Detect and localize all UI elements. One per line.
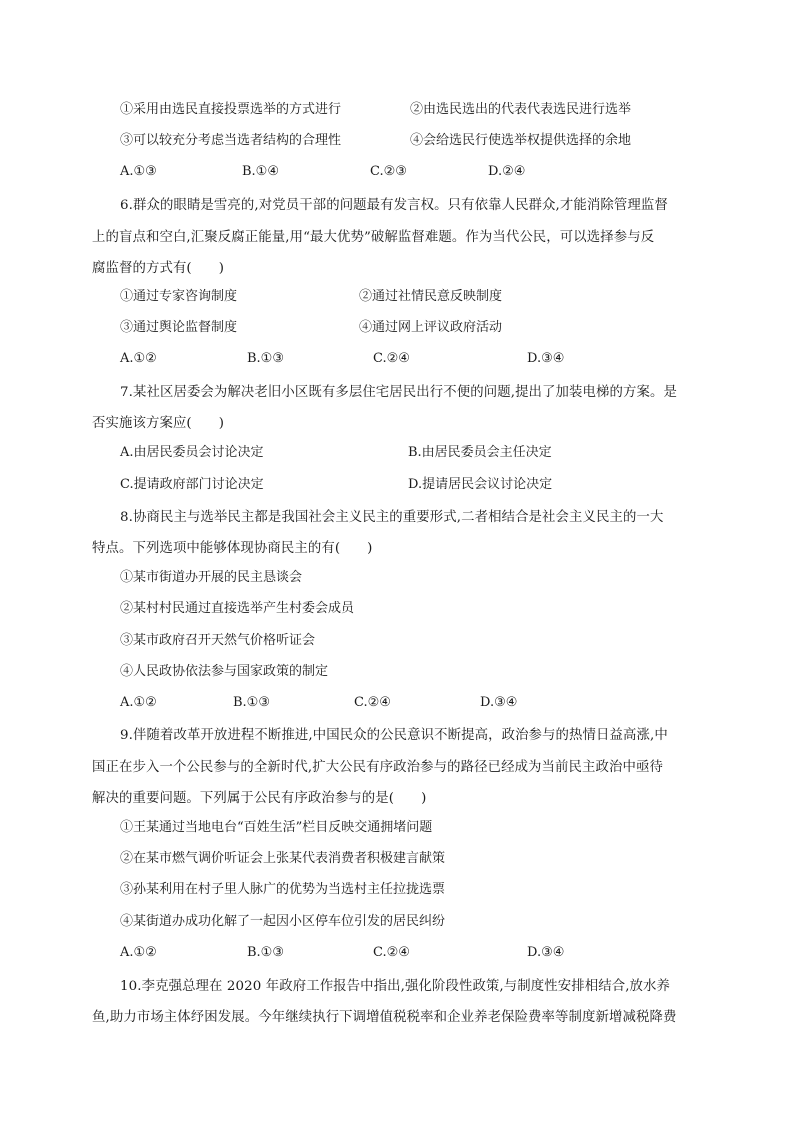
q9-choice-b: B.①③	[247, 945, 284, 960]
q8-option-1: ①某市街道办开展的民主恳谈会	[120, 570, 303, 585]
q9-choice-d: D.③④	[527, 945, 565, 960]
q7-stem-line-1: 7.某社区居委会为解决老旧小区既有多层住宅居民出行不便的问题,提出了加装电梯的方案。是	[120, 385, 677, 400]
q6-choice-b: B.①③	[247, 351, 284, 366]
q9-option-3: ③孙某利用在村子里人脉广的优势为当选村主任拉拢选票	[120, 882, 446, 897]
q6-stem-line-2: 上的盲点和空白,汇聚反腐正能量,用“最大优势”破解监督难题。作为当代公民，可以选择参与反	[92, 230, 655, 245]
q6-option-1: ①通过专家咨询制度	[120, 289, 238, 304]
q8-option-2: ②某村村民通过直接选举产生村委会成员	[120, 601, 355, 616]
q8-stem-line-2: 特点。下列选项中能够体现协商民主的有( )	[92, 541, 373, 556]
q8-choice-a: A.①②	[120, 695, 157, 710]
q5-choice-a: A.①③	[120, 164, 157, 179]
q10-stem-line-2: 鱼,助力市场主体纾困发展。今年继续执行下调增值税税率和企业养老保险费率等制度新增减税降费	[92, 1010, 677, 1025]
q6-option-4: ④通过网上评议政府活动	[359, 320, 503, 335]
q6-stem-line-1: 6.群众的眼睛是雪亮的,对党员干部的问题最有发言权。只有依靠人民群众,才能消除管理监督	[120, 198, 668, 213]
q5-choice-d: D.②④	[488, 164, 526, 179]
q6-choice-d: D.③④	[527, 351, 565, 366]
q9-choice-a: A.①②	[120, 945, 157, 960]
q9-option-4: ④某街道办成功化解了一起因小区停车位引发的居民纠纷	[120, 914, 446, 929]
q7-choice-d: D.提请居民会议讨论决定	[408, 477, 553, 492]
q6-stem-line-3: 腐监督的方式有( )	[92, 261, 225, 276]
q9-option-1: ①王某通过当地电台“百姓生活”栏目反映交通拥堵问题	[120, 820, 433, 835]
q6-choice-c: C.②④	[373, 351, 410, 366]
q6-option-2: ②通过社情民意反映制度	[359, 289, 503, 304]
q8-choice-d: D.③④	[480, 695, 518, 710]
q8-choice-c: C.②④	[354, 695, 391, 710]
q5-option-2: ②由选民选出的代表代表选民进行选举	[410, 102, 632, 117]
q8-stem-line-1: 8.协商民主与选举民主都是我国社会主义民主的重要形式,二者相结合是社会主义民主的一大	[120, 510, 664, 525]
q9-stem-line-3: 解决的重要问题。下列属于公民有序政治参与的是( )	[92, 791, 427, 806]
q6-choice-a: A.①②	[120, 351, 157, 366]
q8-option-4: ④人民政协依法参与国家政策的制定	[120, 664, 329, 679]
q9-stem-line-1: 9.伴随着改革开放进程不断推进,中国民众的公民意识不断提高，政治参与的热情日益高涨,中	[120, 728, 668, 743]
q7-choice-c: C.提请政府部门讨论决定	[120, 477, 264, 492]
q10-stem-line-1: 10.李克强总理在 2020 年政府工作报告中指出,强化阶段性政策,与制度性安排相结合,放水养	[120, 979, 671, 994]
q7-choice-b: B.由居民委员会主任决定	[408, 445, 552, 460]
q9-stem-line-2: 国正在步入一个公民参与的全新时代,扩大公民有序政治参与的路径已经成为当前民主政治中亟待	[92, 760, 663, 775]
q9-option-2: ②在某市燃气调价听证会上张某代表消费者积极建言献策	[120, 851, 446, 866]
q5-option-1: ①采用由选民直接投票选举的方式进行	[120, 102, 342, 117]
q6-option-3: ③通过舆论监督制度	[120, 320, 238, 335]
q9-choice-c: C.②④	[373, 945, 410, 960]
q5-option-3: ③可以较充分考虑当选者结构的合理性	[120, 133, 342, 148]
q7-choice-a: A.由居民委员会讨论决定	[120, 445, 264, 460]
q5-choice-c: C.②③	[370, 164, 407, 179]
q5-option-4: ④会给选民行使选举权提供选择的余地	[410, 133, 632, 148]
q7-stem-line-2: 否实施该方案应( )	[92, 416, 225, 431]
q8-choice-b: B.①③	[233, 695, 270, 710]
q5-choice-b: B.①④	[242, 164, 279, 179]
q8-option-3: ③某市政府召开天然气价格听证会	[120, 633, 316, 648]
